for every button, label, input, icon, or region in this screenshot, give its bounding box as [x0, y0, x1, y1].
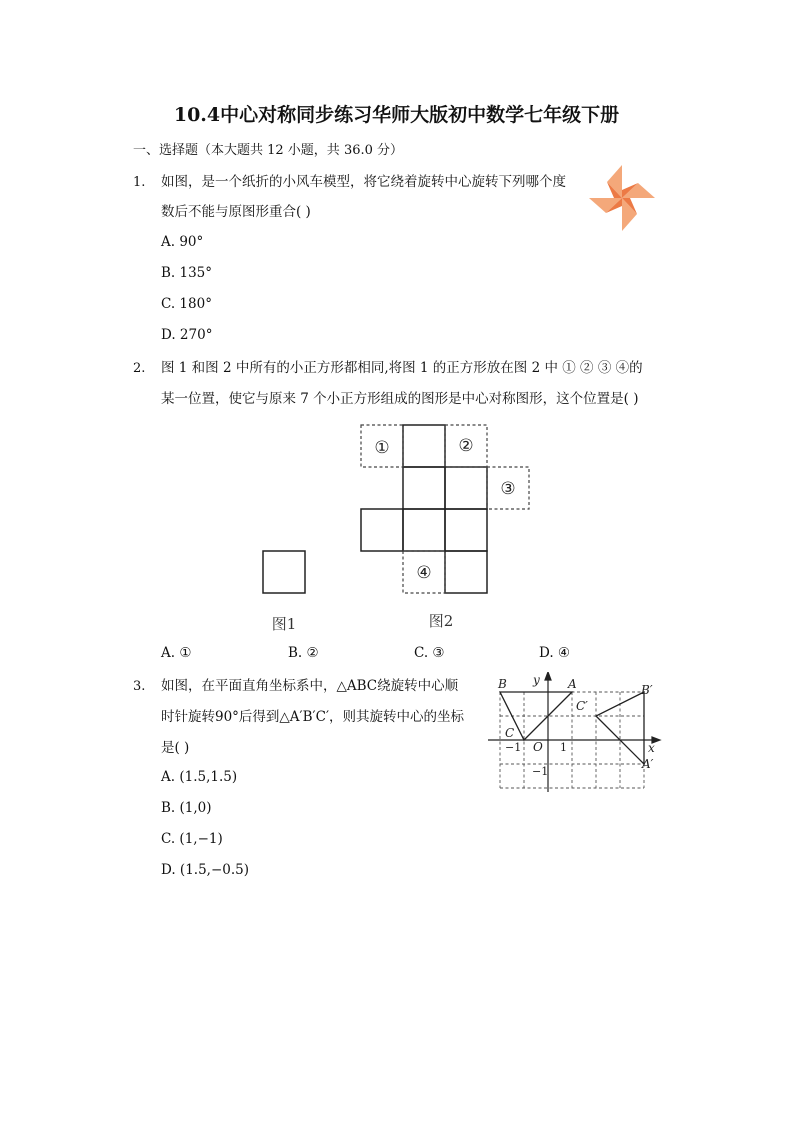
option-d: D. 270°	[161, 327, 213, 343]
pinwheel-blade	[622, 183, 655, 198]
label-b-prime: B′	[641, 683, 653, 697]
fig2-square	[403, 425, 445, 467]
section-heading: 一、选择题（本大题共 12 小题，共 36.0 分）	[133, 143, 404, 158]
question-number: 1.	[133, 175, 146, 190]
fig1-label: 图1	[271, 615, 297, 633]
label-origin: O	[533, 740, 543, 754]
label-x: x	[648, 741, 655, 755]
fig2-square	[403, 467, 445, 509]
question-line: 图 1 和图 2 中所有的小正方形都相同,将图 1 的正方形放在图 2 中 ① ② ③ ④的	[161, 360, 643, 376]
pinwheel-blade	[607, 165, 622, 198]
option-a: A. 90°	[161, 234, 204, 250]
pinwheel-figure	[586, 163, 658, 233]
mark-2: ②	[458, 436, 474, 456]
label-a: A	[568, 677, 577, 691]
coordinate-figure	[480, 672, 665, 794]
pinwheel-blade	[589, 198, 622, 213]
question-line: 是( )	[161, 740, 190, 756]
pinwheel-blade	[622, 198, 637, 231]
question-line: 时针旋转90°后得到△A′B′C′，则其旋转中心的坐标	[161, 709, 465, 725]
fig2-label: 图2	[428, 612, 454, 630]
label-y: y	[533, 673, 540, 687]
option-b: B. ②	[288, 645, 319, 661]
question-line: 数后不能与原图形重合( )	[161, 204, 311, 220]
fig2-square	[445, 551, 487, 593]
question-number: 2.	[133, 361, 146, 376]
option-a: A. (1.5,1.5)	[161, 769, 238, 785]
option-d: D. ④	[539, 645, 571, 661]
question-line: 如图，是一个纸折的小风车模型，将它绕着旋转中心旋转下列哪个度	[161, 174, 566, 190]
option-c: C. 180°	[161, 296, 212, 312]
fig2-square	[445, 509, 487, 551]
squares-figure	[255, 420, 545, 635]
tick-1-x: 1	[560, 741, 567, 754]
question-number: 3.	[133, 679, 146, 694]
tick-neg1-y: −1	[532, 765, 549, 778]
fig2-square	[403, 509, 445, 551]
mark-4: ④	[416, 563, 432, 583]
fig2-square	[361, 509, 403, 551]
page-title: 10.4中心对称同步练习华师大版初中数学七年级下册	[173, 104, 620, 126]
option-b: B. 135°	[161, 265, 213, 281]
label-c-prime: C′	[576, 699, 588, 713]
tick-neg1-x: −1	[505, 741, 522, 754]
label-b: B	[498, 677, 507, 691]
option-c: C. ③	[414, 645, 445, 661]
option-a: A. ①	[161, 645, 192, 661]
fig2-square	[445, 467, 487, 509]
option-b: B. (1,0)	[161, 800, 212, 816]
mark-1: ①	[374, 438, 390, 458]
label-a-prime: A′	[642, 757, 654, 771]
fig1-square	[263, 551, 305, 593]
mark-3: ③	[500, 479, 516, 499]
option-d: D. (1.5,−0.5)	[161, 862, 250, 878]
label-c: C	[505, 726, 515, 740]
question-line: 如图，在平面直角坐标系中，△ABC绕旋转中心顺	[161, 678, 459, 694]
option-c: C. (1,−1)	[161, 831, 223, 847]
question-line: 某一位置，使它与原来 7 个小正方形组成的图形是中心对称图形，这个位置是( )	[161, 391, 639, 407]
